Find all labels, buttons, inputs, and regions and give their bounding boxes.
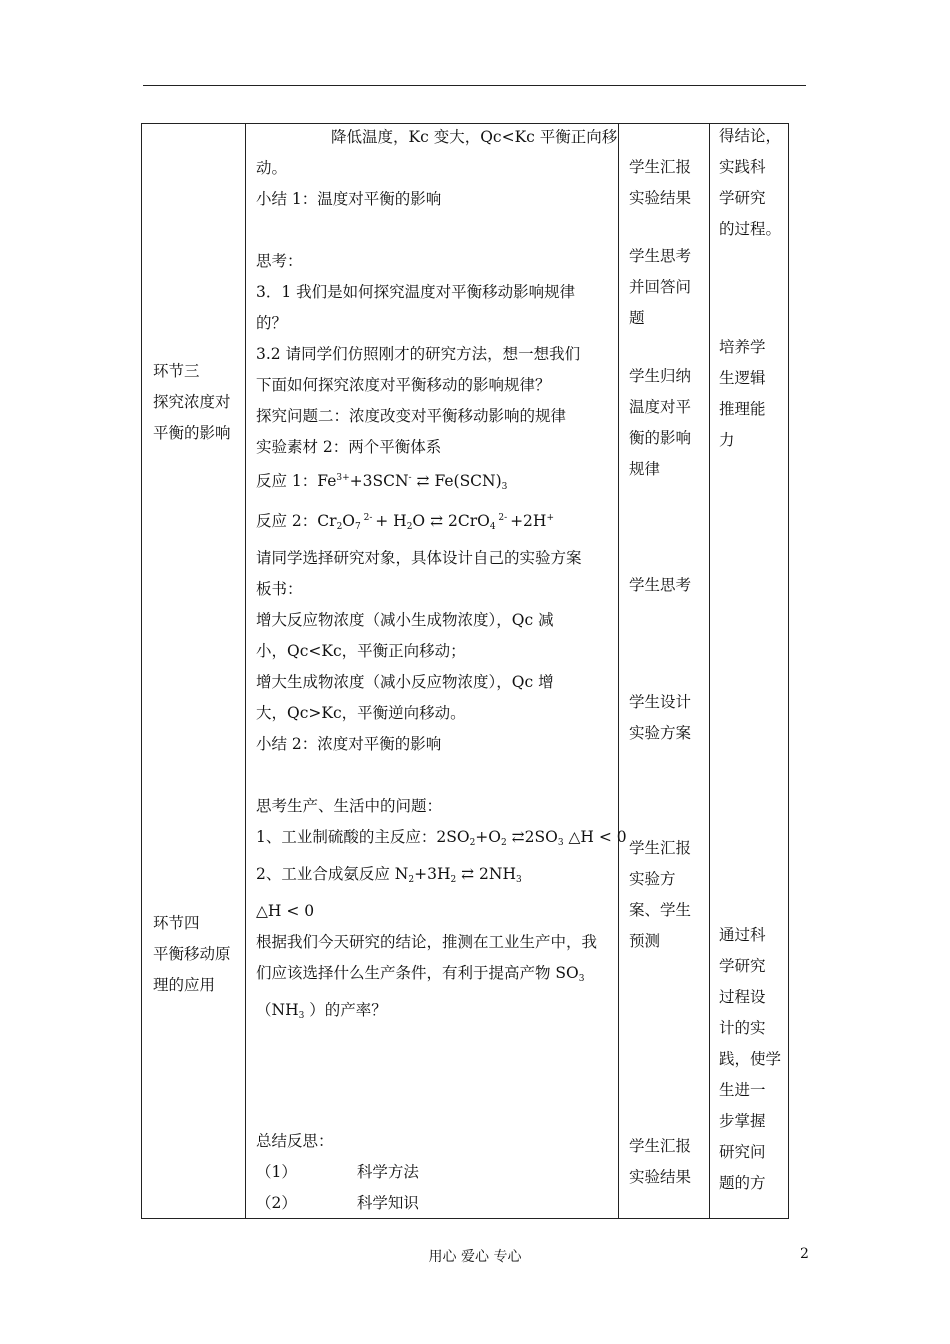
header-rule <box>143 85 806 86</box>
section-4-label: 环节四 平衡移动原 理的应用 <box>153 914 231 994</box>
student-activity-1: 学生汇报 实验结果 <box>629 158 692 207</box>
teaching-content: 降低温度，Kc 变大，Qc<Kc 平衡正向移 动。 小结 1：温度对平衡的影响 思考： 3．1 我们是如何探究温度对平衡移动影响规律 的？ 3.2 请同学们仿照刚才的研究方法，想一想我们 下面如何探究浓度对平衡移动的影响规律？ 探究问题二：浓度改变对平衡移动影响的规律 实验素材 2：两个平衡体系 反应 1：$Fe^{3+}+3SCN^-$ ⇄ $Fe(SCN)_3$ 反应 2：$Cr_2O_7$ $^{2-} + H_2O$ ⇄ 2CrO$_4$ $^{2-}$ +2H+ 请同学选择研究对象，具体设计自己的实验方案 板书： 增大反应物浓度（减小生成物浓度），Qc 减 小，Qc<Kc，平衡正向移动； 增大生成物浓度（减小反应物浓度），Qc 增 大，Qc>Kc，平衡逆向移动。 小结 2：浓度对平衡的影响 思考生产、生活中的问题： 1、工业制硫酸的主反应：$2SO_2+O_2$ $⇄2SO_3$ △H < 0 2、工业合成氨反应 $N_2+3H_2$ ⇄ $2NH_3$ △H < 0 根据我们今天研究的结论，推测在工业生产中，我 们应该选择什么生产条件，有利于提高产物 $SO_3$ （$NH_3$ ）的产率？ <box>256 128 627 1021</box>
design-intent-2: 培养学 生逻辑 推理能 力 <box>719 338 766 449</box>
question-2: 2、工业合成氨反应 $N_2+3H_2$ ⇄ $2NH_3$ <box>256 865 522 885</box>
student-activity-4: 学生思考 <box>629 576 692 594</box>
section-3-label: 环节三 探究浓度对 平衡的影响 <box>153 362 231 442</box>
student-activity-5: 学生设计 实验方案 <box>629 693 692 742</box>
student-activity-2: 学生思考 并回答问 题 <box>629 247 692 327</box>
column-divider <box>709 124 710 1218</box>
summary-reflection: 总结反思： （1） 科学方法 （2） 科学知识 <box>256 1132 419 1212</box>
design-intent-3: 通过科 学研究 过程设 计的实 践，使学 生进一 步掌握 研究问 题的方 <box>719 926 782 1192</box>
question-1: 1、工业制硫酸的主反应：$2SO_2+O_2$ $⇄2SO_3$ △H < 0 <box>256 828 627 848</box>
student-activity-7: 学生汇报 实验结果 <box>629 1137 692 1186</box>
student-activity-3: 学生归纳 温度对平 衡的影响 规律 <box>629 367 692 478</box>
student-activity-6: 学生汇报 实验方 案、学生 预测 <box>629 839 692 950</box>
design-intent-1: 得结论， 实践科 学研究 的过程。 <box>719 127 782 238</box>
reaction-2: 反应 2：$Cr_2O_7$ $^{2-} + H_2O$ ⇄ 2CrO$_4$ $^{2-}$ +2H+ <box>256 512 554 532</box>
lesson-table <box>141 123 789 1219</box>
column-divider <box>245 124 246 1218</box>
reaction-1: 反应 1：$Fe^{3+}+3SCN^-$ ⇄ $Fe(SCN)_3$ <box>256 472 508 492</box>
footer-motto: 用心 爱心 专心 <box>428 1249 522 1265</box>
column-divider <box>618 124 619 1218</box>
page-number: 2 <box>800 1246 809 1262</box>
